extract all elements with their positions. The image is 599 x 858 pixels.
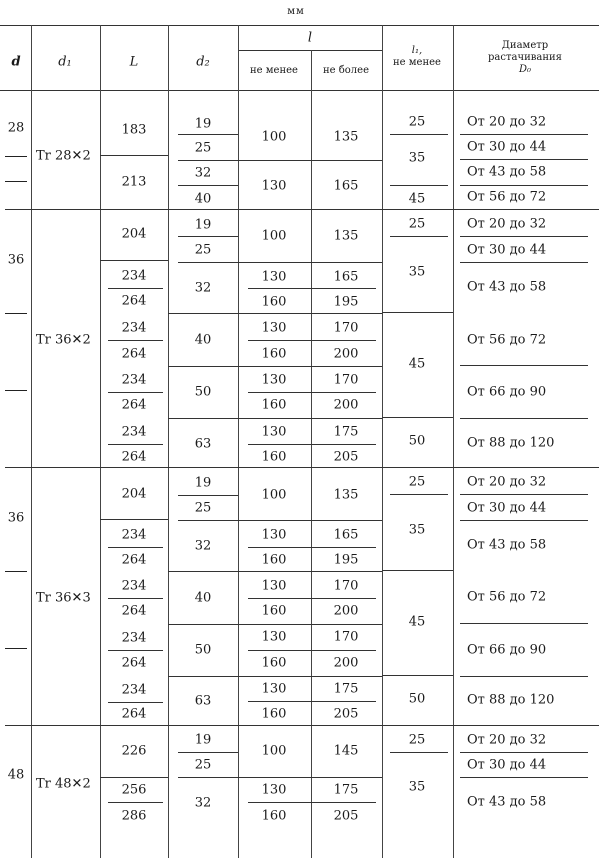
l1-value: 45 bbox=[408, 614, 426, 630]
row-rule bbox=[382, 675, 453, 676]
row-rule bbox=[108, 547, 163, 548]
dash bbox=[5, 156, 27, 157]
bore-value: От 66 до 90 bbox=[467, 384, 547, 400]
L-value: 204 bbox=[121, 486, 147, 502]
row-rule bbox=[460, 365, 588, 366]
col-divider-d1 bbox=[100, 25, 101, 858]
dash bbox=[5, 571, 27, 572]
row-rule bbox=[168, 624, 238, 625]
L-value: 234 bbox=[121, 578, 147, 594]
L-value: 226 bbox=[121, 743, 147, 759]
d2-value: 19 bbox=[194, 217, 212, 233]
bore-value: От 43 до 58 bbox=[467, 279, 547, 295]
header-d1: d₁ bbox=[58, 54, 72, 70]
d-value: 36 bbox=[7, 252, 25, 268]
section-separator bbox=[5, 209, 599, 210]
l1-value: 50 bbox=[408, 691, 426, 707]
bore-value: От 43 до 58 bbox=[467, 164, 547, 180]
section-separator bbox=[5, 467, 599, 468]
l-min-value: 130 bbox=[261, 782, 287, 798]
L-value: 234 bbox=[121, 682, 147, 698]
row-rule bbox=[460, 494, 588, 495]
l-min-value: 160 bbox=[261, 808, 287, 824]
row-rule bbox=[178, 185, 238, 186]
row-rule bbox=[238, 160, 382, 161]
d2-value: 63 bbox=[194, 436, 212, 452]
header-l: l bbox=[307, 30, 313, 46]
row-rule bbox=[178, 262, 238, 263]
d-value: 48 bbox=[7, 767, 25, 783]
l1-value: 45 bbox=[408, 191, 426, 207]
l-max-value: 165 bbox=[333, 269, 359, 285]
row-rule bbox=[100, 777, 168, 778]
col-divider-d bbox=[31, 25, 32, 858]
l-max-value: 165 bbox=[333, 527, 359, 543]
bore-value: От 30 до 44 bbox=[467, 757, 547, 773]
row-rule bbox=[100, 519, 168, 520]
bore-value: От 30 до 44 bbox=[467, 242, 547, 258]
row-rule bbox=[382, 312, 453, 313]
bore-value: От 20 до 32 bbox=[467, 216, 547, 232]
l-max-value: 205 bbox=[333, 706, 359, 722]
bore-value: От 43 до 58 bbox=[467, 537, 547, 553]
row-rule bbox=[248, 802, 376, 803]
l-max-value: 200 bbox=[333, 603, 359, 619]
l1-value: 35 bbox=[408, 264, 426, 280]
L-value: 234 bbox=[121, 372, 147, 388]
d2-value: 50 bbox=[194, 642, 212, 658]
row-rule bbox=[168, 676, 238, 677]
header-l1-note: не менее bbox=[393, 57, 441, 68]
l-min-value: 130 bbox=[261, 269, 287, 285]
row-rule bbox=[390, 752, 448, 753]
header-L: L bbox=[129, 54, 139, 70]
header-l-max: не более bbox=[323, 65, 369, 76]
l-max-value: 170 bbox=[333, 372, 359, 388]
d2-value: 25 bbox=[194, 500, 212, 516]
l-max-value: 135 bbox=[333, 129, 359, 145]
l-min-value: 130 bbox=[261, 527, 287, 543]
d2-value: 25 bbox=[194, 242, 212, 258]
row-rule bbox=[168, 418, 238, 419]
row-rule bbox=[168, 313, 238, 314]
row-rule bbox=[108, 288, 163, 289]
l-min-value: 160 bbox=[261, 397, 287, 413]
d-value: 28 bbox=[7, 120, 25, 136]
l1-value: 45 bbox=[408, 356, 426, 372]
row-rule bbox=[460, 418, 588, 419]
l-max-value: 205 bbox=[333, 449, 359, 465]
l1-value: 35 bbox=[408, 779, 426, 795]
row-rule bbox=[390, 236, 448, 237]
row-rule bbox=[460, 159, 588, 160]
l-min-value: 130 bbox=[261, 178, 287, 194]
bore-value: От 56 до 72 bbox=[467, 189, 547, 205]
L-value: 264 bbox=[121, 552, 147, 568]
row-rule bbox=[238, 571, 382, 572]
row-rule bbox=[108, 650, 163, 651]
l1-value: 35 bbox=[408, 150, 426, 166]
row-rule bbox=[178, 495, 238, 496]
row-rule bbox=[238, 520, 382, 521]
l-max-value: 135 bbox=[333, 228, 359, 244]
row-rule bbox=[238, 418, 382, 419]
row-rule bbox=[460, 134, 588, 135]
l-min-value: 100 bbox=[261, 487, 287, 503]
header-top-rule bbox=[0, 25, 599, 26]
d2-value: 19 bbox=[194, 475, 212, 491]
d2-value: 40 bbox=[194, 590, 212, 606]
l-max-value: 170 bbox=[333, 320, 359, 336]
row-rule bbox=[178, 777, 238, 778]
row-rule bbox=[108, 444, 163, 445]
col-divider-d2 bbox=[238, 25, 239, 858]
row-rule bbox=[238, 777, 382, 778]
bore-value: От 30 до 44 bbox=[467, 500, 547, 516]
L-value: 234 bbox=[121, 268, 147, 284]
l-min-value: 130 bbox=[261, 424, 287, 440]
header-l-min: не менее bbox=[250, 65, 298, 76]
l-max-value: 200 bbox=[333, 397, 359, 413]
L-value: 286 bbox=[121, 808, 147, 824]
d2-value: 19 bbox=[194, 732, 212, 748]
bore-value: От 30 до 44 bbox=[467, 139, 547, 155]
l-min-value: 160 bbox=[261, 552, 287, 568]
l-max-value: 170 bbox=[333, 629, 359, 645]
row-rule bbox=[238, 262, 382, 263]
d2-value: 32 bbox=[194, 538, 212, 554]
col-divider-l bbox=[382, 25, 383, 858]
bore-value: От 20 до 32 bbox=[467, 732, 547, 748]
l-min-value: 160 bbox=[261, 294, 287, 310]
dash bbox=[5, 390, 27, 391]
L-value: 234 bbox=[121, 630, 147, 646]
header-bore-3: D₀ bbox=[518, 64, 532, 75]
bore-value: От 43 до 58 bbox=[467, 794, 547, 810]
l-min-value: 130 bbox=[261, 320, 287, 336]
l-max-value: 145 bbox=[333, 743, 359, 759]
l-min-value: 130 bbox=[261, 629, 287, 645]
row-rule bbox=[108, 702, 163, 703]
row-rule bbox=[238, 313, 382, 314]
l1-value: 25 bbox=[408, 732, 426, 748]
row-rule bbox=[460, 676, 588, 677]
row-rule bbox=[248, 650, 376, 651]
d2-value: 32 bbox=[194, 795, 212, 811]
bore-value: От 88 до 120 bbox=[467, 435, 555, 451]
row-rule bbox=[248, 701, 376, 702]
row-rule bbox=[100, 260, 168, 261]
row-rule bbox=[238, 676, 382, 677]
d2-value: 40 bbox=[194, 191, 212, 207]
l-max-value: 205 bbox=[333, 808, 359, 824]
dash bbox=[5, 313, 27, 314]
row-rule bbox=[238, 366, 382, 367]
d1-value: Tr 48✕2 bbox=[36, 776, 91, 792]
d1-value: Tr 36✕2 bbox=[36, 332, 91, 348]
row-rule bbox=[108, 340, 163, 341]
d2-value: 50 bbox=[194, 384, 212, 400]
L-value: 264 bbox=[121, 603, 147, 619]
row-rule bbox=[390, 494, 448, 495]
l-max-value: 175 bbox=[333, 782, 359, 798]
d2-value: 63 bbox=[194, 693, 212, 709]
l-subheader-rule bbox=[238, 50, 382, 51]
l-min-value: 160 bbox=[261, 706, 287, 722]
header-bore-2: растачивания bbox=[488, 52, 562, 63]
row-rule bbox=[460, 520, 588, 521]
bore-value: От 56 до 72 bbox=[467, 332, 547, 348]
d1-value: Tr 28✕2 bbox=[36, 148, 91, 164]
L-value: 204 bbox=[121, 226, 147, 242]
header-bore-1: Диаметр bbox=[501, 40, 549, 51]
bore-value: От 20 до 32 bbox=[467, 114, 547, 130]
row-rule bbox=[382, 417, 453, 418]
L-value: 234 bbox=[121, 527, 147, 543]
l-min-value: 100 bbox=[261, 228, 287, 244]
d1-value: Tr 36✕3 bbox=[36, 590, 91, 606]
l-max-value: 175 bbox=[333, 424, 359, 440]
row-rule bbox=[178, 520, 238, 521]
l-max-value: 195 bbox=[333, 552, 359, 568]
l-min-value: 100 bbox=[261, 129, 287, 145]
l-max-value: 195 bbox=[333, 294, 359, 310]
row-rule bbox=[178, 134, 238, 135]
L-value: 264 bbox=[121, 449, 147, 465]
l-min-value: 130 bbox=[261, 578, 287, 594]
L-value: 183 bbox=[121, 122, 147, 138]
d2-value: 25 bbox=[194, 140, 212, 156]
l1-value: 25 bbox=[408, 114, 426, 130]
L-value: 234 bbox=[121, 424, 147, 440]
header-l1-sym: l₁, bbox=[411, 45, 423, 56]
d2-value: 40 bbox=[194, 332, 212, 348]
header-d: d bbox=[11, 54, 21, 70]
row-rule bbox=[168, 571, 238, 572]
header-bottom-rule bbox=[0, 90, 599, 91]
l-max-value: 165 bbox=[333, 178, 359, 194]
d2-value: 32 bbox=[194, 280, 212, 296]
unit-label: мм bbox=[287, 6, 305, 17]
bore-value: От 88 до 120 bbox=[467, 692, 555, 708]
row-rule bbox=[390, 185, 448, 186]
l-max-value: 175 bbox=[333, 681, 359, 697]
l-min-value: 160 bbox=[261, 346, 287, 362]
row-rule bbox=[168, 366, 238, 367]
row-rule bbox=[178, 752, 238, 753]
l-min-value: 100 bbox=[261, 743, 287, 759]
L-value: 256 bbox=[121, 782, 147, 798]
col-divider-lmin bbox=[311, 50, 312, 858]
L-value: 213 bbox=[121, 174, 147, 190]
row-rule bbox=[248, 340, 376, 341]
row-rule bbox=[248, 444, 376, 445]
d2-value: 32 bbox=[194, 165, 212, 181]
l-max-value: 170 bbox=[333, 578, 359, 594]
L-value: 264 bbox=[121, 397, 147, 413]
l1-value: 25 bbox=[408, 216, 426, 232]
row-rule bbox=[108, 802, 163, 803]
l-min-value: 160 bbox=[261, 449, 287, 465]
l-min-value: 130 bbox=[261, 372, 287, 388]
bore-value: От 56 до 72 bbox=[467, 589, 547, 605]
row-rule bbox=[248, 598, 376, 599]
dash bbox=[5, 181, 27, 182]
l-min-value: 160 bbox=[261, 603, 287, 619]
row-rule bbox=[460, 236, 588, 237]
d-value: 36 bbox=[7, 510, 25, 526]
header-d2: d₂ bbox=[196, 54, 210, 70]
L-value: 264 bbox=[121, 706, 147, 722]
l1-value: 50 bbox=[408, 433, 426, 449]
l1-value: 25 bbox=[408, 474, 426, 490]
row-rule bbox=[108, 392, 163, 393]
L-value: 264 bbox=[121, 346, 147, 362]
row-rule bbox=[390, 134, 448, 135]
d2-value: 19 bbox=[194, 116, 212, 132]
l-min-value: 160 bbox=[261, 655, 287, 671]
d2-value: 25 bbox=[194, 757, 212, 773]
row-rule bbox=[248, 288, 376, 289]
row-rule bbox=[100, 155, 168, 156]
L-value: 264 bbox=[121, 293, 147, 309]
col-divider-l1 bbox=[453, 25, 454, 858]
row-rule bbox=[178, 160, 238, 161]
row-rule bbox=[248, 392, 376, 393]
row-rule bbox=[460, 623, 588, 624]
section-separator bbox=[5, 725, 599, 726]
row-rule bbox=[382, 570, 453, 571]
row-rule bbox=[238, 624, 382, 625]
L-value: 234 bbox=[121, 320, 147, 336]
row-rule bbox=[248, 547, 376, 548]
L-value: 264 bbox=[121, 655, 147, 671]
bore-value: От 20 до 32 bbox=[467, 474, 547, 490]
col-divider-L bbox=[168, 25, 169, 858]
bore-value: От 66 до 90 bbox=[467, 642, 547, 658]
row-rule bbox=[460, 752, 588, 753]
row-rule bbox=[460, 777, 588, 778]
l1-value: 35 bbox=[408, 522, 426, 538]
row-rule bbox=[460, 185, 588, 186]
l-max-value: 135 bbox=[333, 487, 359, 503]
row-rule bbox=[108, 598, 163, 599]
dash bbox=[5, 648, 27, 649]
row-rule bbox=[178, 236, 238, 237]
row-rule bbox=[460, 262, 588, 263]
l-min-value: 130 bbox=[261, 681, 287, 697]
l-max-value: 200 bbox=[333, 655, 359, 671]
l-max-value: 200 bbox=[333, 346, 359, 362]
